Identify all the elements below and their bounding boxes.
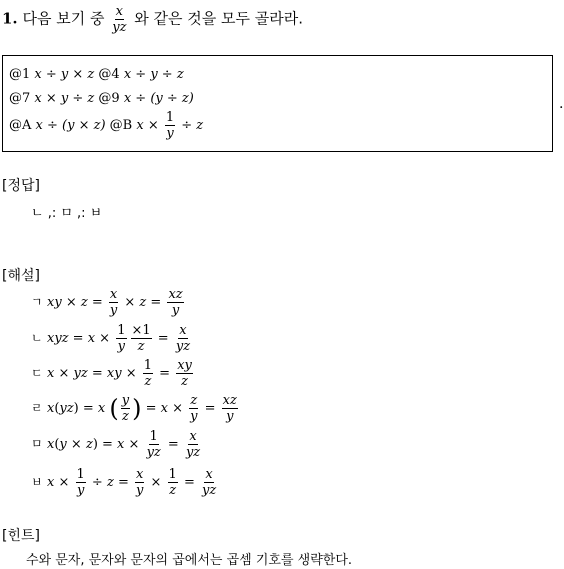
row-label: ㅂ [31, 475, 43, 489]
options-box [2, 55, 553, 152]
solution-row: ㅁ x(y × z) = x × $\frac{1}{yz}$ = $\frac{x}{yz}$ [31, 429, 201, 460]
hint-text: 수와 문자, 문자와 문자의 곱에서는 곱셈 기호를 생략한다. [26, 553, 353, 568]
solution-row: ㄷ x × yz = xy × $\frac{1}{z}$ = $\frac{xy}{z}$ [31, 358, 192, 389]
problem-text-before: 다음 보기 중 [22, 9, 105, 28]
option-label: @4 [98, 67, 120, 82]
problem-statement [2, 4, 303, 35]
option-expression: x ÷ y × z [34, 67, 95, 82]
option-label: @A [9, 118, 32, 133]
solution-row: ㅂ x × $\frac{1}{y}$ ÷ z = $\frac{x}{y}$ × $\frac{1}{z}$ = $\frac{x}{yz}$ [31, 467, 217, 498]
option-expression: x ÷ (y × z) [35, 118, 106, 133]
option-expression: x ÷ (y ÷ z) [123, 91, 194, 106]
option-fraction-denominator: y [166, 126, 174, 141]
solution-row: ㄱ xy × z = $\frac{x}{y}$ × z = $\frac{xz}{y}$ [31, 287, 183, 318]
option-label: @B [109, 118, 133, 133]
hint-heading: [힌트] [2, 528, 40, 544]
row-label: ㄹ [31, 401, 43, 415]
problem-fraction-denominator: yz [112, 20, 127, 35]
box-trailing-period: . [559, 96, 564, 112]
answer-heading: [정답] [2, 178, 40, 194]
row-label: ㄷ [31, 366, 43, 380]
solution-row: ㄴ xyz = x × $\frac{1}{y}$ $\frac{\times 1}{z}$ = $\frac{x}{yz}$ [31, 323, 191, 354]
options-line-2 [9, 91, 194, 106]
options-line-3 [9, 110, 203, 141]
option-fraction [165, 110, 175, 141]
row-label: ㄱ [31, 295, 43, 309]
problem-fraction-numerator: x [115, 4, 123, 19]
option-label: @1 [9, 67, 31, 82]
problem-text-after: 와 같은 것을 모두 골라라. [134, 9, 303, 28]
option-label: @7 [9, 91, 31, 106]
option-expression: x × [136, 118, 159, 133]
problem-fraction [111, 4, 127, 35]
option-fraction-numerator: 1 [165, 110, 175, 125]
option-expression: ÷ z [181, 118, 204, 133]
option-expression: x ÷ y ÷ z [123, 67, 184, 82]
options-line-1 [9, 67, 184, 82]
explanation-heading: [해설] [2, 268, 40, 284]
option-label: @9 [98, 91, 120, 106]
solution-row: ㄹ x(yz) = x ( $\frac{y}{z}$ ) = x × $\frac{z}{y}$ = $\frac{xz}{y}$ [31, 393, 237, 424]
row-label: ㄴ [31, 331, 43, 345]
row-label: ㅁ [31, 437, 43, 451]
problem-number: 1. [2, 9, 18, 28]
answer-text: ㄴ ,: ㅁ ,: ㅂ [31, 206, 103, 221]
option-expression: x × y ÷ z [34, 91, 95, 106]
